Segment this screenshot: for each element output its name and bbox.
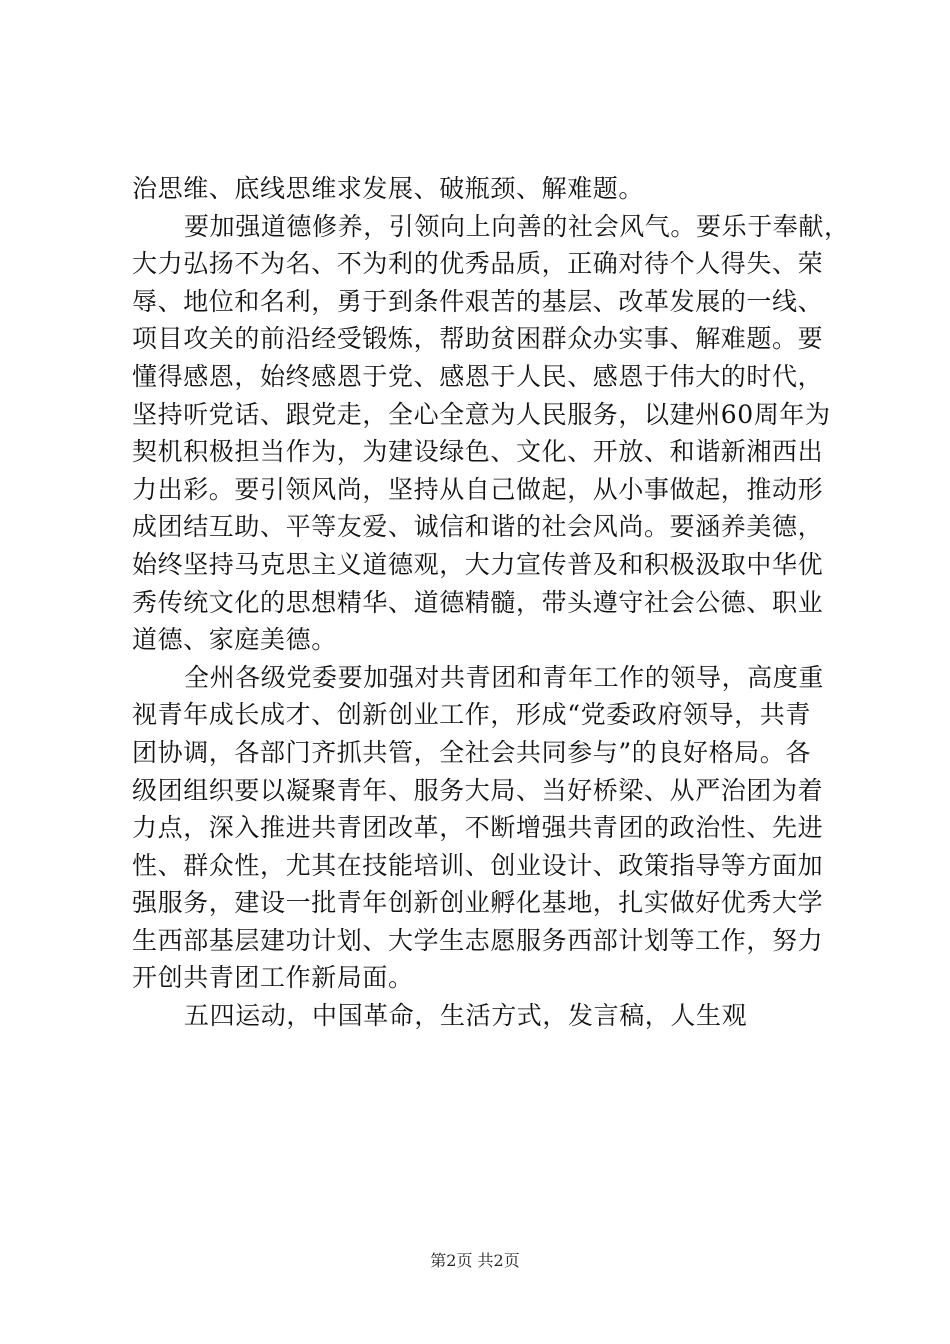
- document-body: [132, 170, 850, 1035]
- text-line: 坚持听党话、跟党走，全心全意为人民服务，以建州60周年为: [132, 399, 831, 429]
- text-line: 生西部基层建功计划、大学生志愿服务西部计划等工作，努力: [132, 925, 824, 955]
- text-line: 成团结互助、平等友爱、诚信和谐的社会风尚。要涵养美德，: [132, 512, 824, 542]
- text-line: 辱、地位和名利，勇于到条件艰苦的基层、改革发展的一线、: [132, 286, 824, 316]
- text-line: 契机积极担当作为，为建设绿色、文化、开放、和谐新湘西出: [132, 437, 824, 467]
- paragraph-start-line: 要加强道德修养，引领向上向善的社会风气。要乐于奉献，: [184, 211, 850, 241]
- text-line: 项目攻关的前沿经受锻炼，帮助贫困群众办实事、解难题。要: [132, 324, 824, 354]
- text-line: 懂得感恩，始终感恩于党、感恩于人民、感恩于伟大的时代，: [132, 361, 824, 391]
- text-line: 大力弘扬不为名、不为利的优秀品质，正确对待个人得失、荣: [132, 249, 824, 279]
- text-line: 道德、家庭美德。: [132, 625, 337, 655]
- text-line: 秀传统文化的思想精华、道德精髓，带头遵守社会公德、职业: [132, 587, 824, 617]
- text-line: 级团组织要以凝聚青年、服务大局、当好桥梁、从严治团为着: [132, 775, 824, 805]
- text-line: 开创共青团工作新局面。: [132, 963, 414, 993]
- text-line: 力点，深入推进共青团改革，不断增强共青团的政治性、先进: [132, 813, 824, 843]
- page-number-footer: 第2页 共2页: [430, 1251, 520, 1270]
- text-line: 治思维、底线思维求发展、破瓶颈、解难题。: [132, 174, 645, 203]
- keywords-line: 五四运动，中国革命，生活方式，发言稿，人生观: [184, 1001, 748, 1031]
- paragraph-start-line: 全州各级党委要加强对共青团和青年工作的领导，高度重: [184, 662, 825, 692]
- text-line: 团协调，各部门齐抓共管，全社会共同参与”的良好格局。各: [132, 737, 811, 767]
- text-line: 力出彩。要引领风尚，坚持从自己做起，从小事做起，推动形: [132, 474, 824, 504]
- text-line: 强服务，建设一批青年创新创业孵化基地，扎实做好优秀大学: [132, 888, 824, 918]
- text-line: 性、群众性，尤其在技能培训、创业设计、政策指导等方面加: [132, 850, 824, 880]
- text-line: 始终坚持马克思主义道德观，大力宣传普及和积极汲取中华优: [132, 549, 824, 579]
- text-line: 视青年成长成才、创新创业工作，形成“党委政府领导，共青: [132, 700, 811, 730]
